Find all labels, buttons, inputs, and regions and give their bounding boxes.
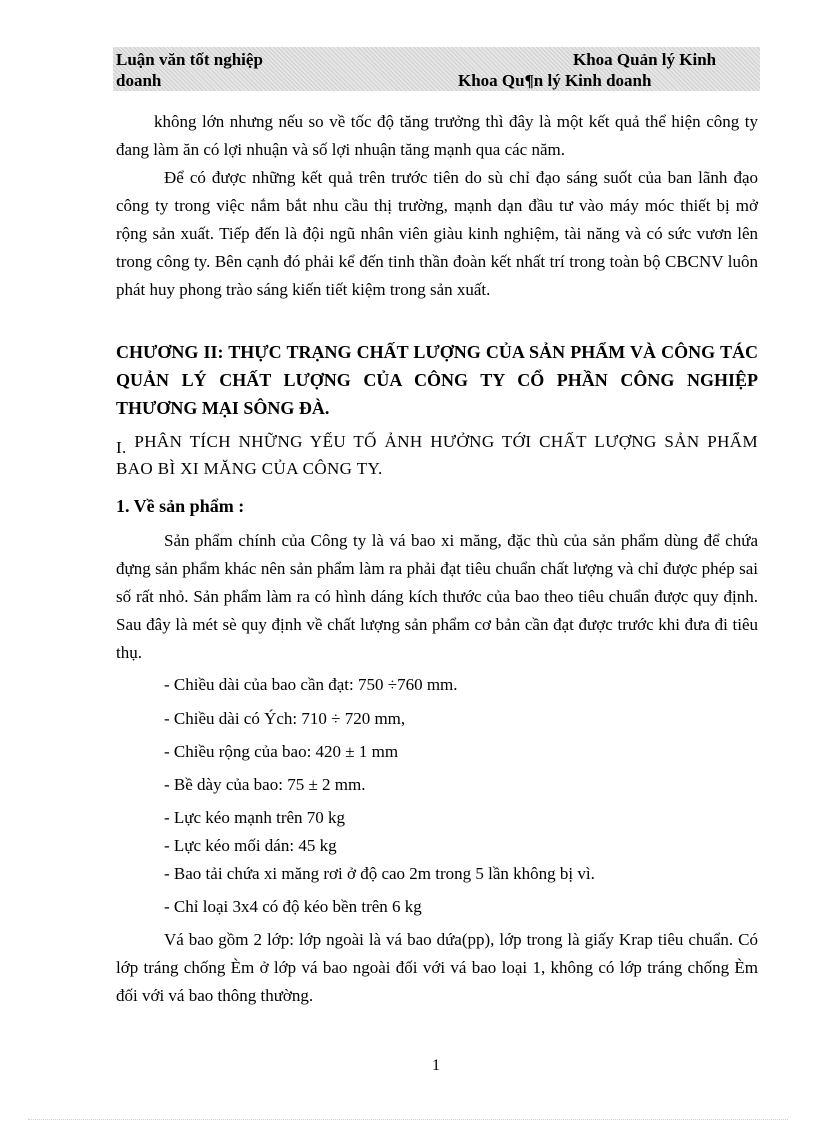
page-header bbox=[113, 47, 760, 91]
section-heading bbox=[116, 428, 758, 482]
chapter-heading: CHƯƠNG II: THỰC TRẠNG CHẤT LƯỢNG CỦA SẢN PHẨM VÀ CÔNG TÁC QUẢN LÝ CHẤT LƯỢNG CỦA CÔNG TY CỔ PHẦN CÔNG NGHIỆP THƯƠNG MẠI SÔNG ĐÀ. bbox=[116, 342, 758, 418]
subsection-heading: 1. Về sản phẩm : bbox=[116, 496, 245, 516]
list-item: - Bề dày của bao: 75 ± 2 mm. bbox=[164, 775, 366, 794]
paragraph-bag-layers: Vá bao gồm 2 lớp: lớp ngoài là vá bao dứa(pp), lớp trong là giấy Krap tiêu chuẩn. Có lớp tráng chống Èm ở lớp vá bao ngoài đối với vá bao loại 1, không có lớp tráng chống Èm đối với vá bao thông thường. bbox=[116, 930, 758, 1005]
header-thesis-title: Luận văn tốt nghiệp bbox=[116, 50, 263, 69]
list-item: - Chỉ loại 3x4 có độ kéo bền trên 6 kg bbox=[164, 897, 422, 916]
list-item: - Chiều dài của bao cần đạt: 750 ÷760 mm. bbox=[164, 675, 458, 694]
list-item: - Bao tải chứa xi măng rơi ở độ cao 2m trong 5 lần không bị vì. bbox=[164, 864, 595, 883]
section-title: PHÂN TÍCH NHỮNG YẾU TỐ ẢNH HƯỞNG TỚI CHẤT LƯỢNG SẢN PHẨM BAO BÌ XI MĂNG CỦA CÔNG TY. bbox=[116, 432, 758, 478]
section-number: I. bbox=[116, 438, 127, 457]
list-item: - Chiều dài có Ých: 710 ÷ 720 mm, bbox=[164, 709, 406, 728]
paragraph-main-product: Sản phẩm chính của Công ty là vá bao xi măng, đặc thù của sản phẩm dùng để chứa đựng sản phẩm khác nên sản phẩm làm ra phải đạt tiêu chuẩn chất lượng và chỉ được phép sai số rất nhỏ. Sản phẩm làm ra có hình dáng kích thước của bao theo tiêu chuẩn được quy định. Sau đây là mét sè quy định về chất lượng sản phẩm cơ bản cần đạt được trước khi đưa đi tiêu thụ. bbox=[116, 531, 758, 662]
header-department-line2: Khoa Qu¶n lý Kinh doanh bbox=[458, 71, 652, 90]
paragraph-profit-growth: không lớn nhưng nếu so về tốc độ tăng trưởng thì đây là một kết quả thể hiện công ty đang làm ăn có lợi nhuận và số lợi nhuận tăng mạnh qua các năm. bbox=[116, 112, 758, 159]
page-bottom-divider bbox=[28, 1119, 788, 1120]
page-number: 1 bbox=[432, 1057, 440, 1074]
header-thesis-title-cont: doanh bbox=[116, 71, 162, 90]
list-item: - Lực kéo mối dán: 45 kg bbox=[164, 836, 337, 855]
list-item: - Chiều rộng của bao: 420 ± 1 mm bbox=[164, 742, 399, 761]
paragraph-success-reasons: Để có được những kết quả trên trước tiên do sù chỉ đạo sáng suốt của ban lãnh đạo công ty trong việc nắm bắt nhu cầu thị trường, mạnh dạn đầu tư vào máy móc thiết bị mở rộng sản xuất. Tiếp đến là đội ngũ nhân viên giàu kinh nghiệm, tài năng và có sức vươn lên trong công ty. Bên cạnh đó phải kể đến tinh thần đoàn kết nhất trí trong toàn bộ CBCNV luôn phát huy phong trào sáng kiến tiết kiệm trong sản xuất. bbox=[116, 168, 758, 299]
header-department-line1: Khoa Quản lý Kinh bbox=[573, 50, 717, 69]
list-item: - Lực kéo mạnh trên 70 kg bbox=[164, 808, 346, 827]
